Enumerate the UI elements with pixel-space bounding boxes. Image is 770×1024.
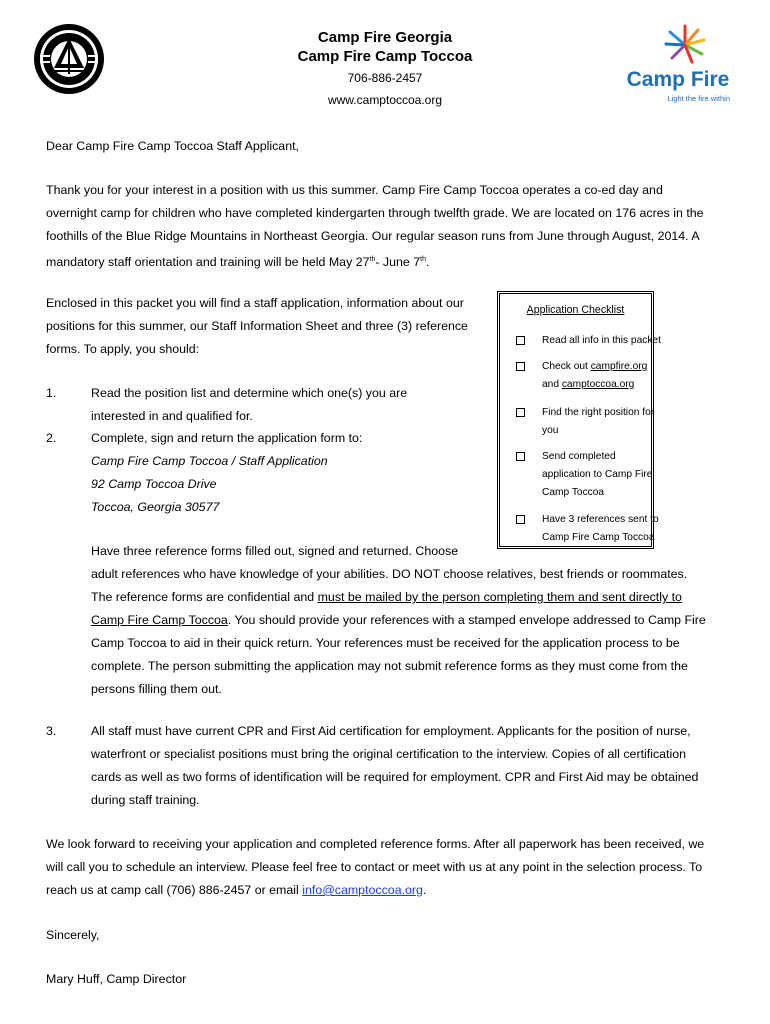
checklist-title: Application Checklist	[526, 304, 625, 316]
checkbox-icon[interactable]	[516, 515, 525, 524]
step-1-text: Read the position list and determine which one(s) you are interested in and qualified for.	[91, 386, 408, 423]
application-checklist: Application Checklist Read all info in this packet Check out campfire.org and camptoccoa.org Find the right position for you Send completed application to Camp Fire Camp Toccoa Have 3 references sent to Camp Fire Camp Toccoa	[497, 291, 654, 549]
step-3-text: All staff must have current CPR and First Aid certification for employment. Applicants for the position of nurse, waterfront or specialist positions must bring the original certification to the interview. Copies of all certification cards as well as two forms of identification will be required for employment. CPR and First Aid may be obtained during staff training.	[91, 724, 699, 807]
checkbox-icon[interactable]	[516, 362, 525, 371]
intro-paragraph: Thank you for your interest in a position with us this summer. Camp Fire Camp Toccoa operates a co-ed day and overnight camp for children who have completed kindergarten through twelfth grade. We are located on 176 acres in the foothills of the Blue Ridge Mountains in Northeast Georgia. Our regular season runs from June through August, 2014. A mandatory staff orientation and training will be held May 27th- June 7th.	[46, 183, 704, 270]
signature: Mary Huff, Camp Director	[46, 972, 187, 986]
campfire-link[interactable]: campfire.org	[590, 361, 648, 372]
step-2-text: Complete, sign and return the application form to: Camp Fire Camp Toccoa / Staff Application 92 Camp Toccoa Drive Toccoa, Georgia 30577	[91, 427, 491, 519]
packet-paragraph: Enclosed in this packet you will find a staff application, information about our positions for this summer, our Staff Information Sheet and three (3) reference forms. To apply, you should:	[46, 296, 468, 356]
camp-fire-tagline: Light the fire within	[667, 94, 730, 103]
sincerely: Sincerely,	[46, 928, 100, 942]
camp-fire-wordmark: Camp Fire	[626, 68, 730, 91]
salutation: Dear Camp Fire Camp Toccoa Staff Applicant,	[46, 139, 299, 153]
checkbox-icon[interactable]	[516, 452, 525, 461]
camp-toccoa-logo	[32, 22, 106, 96]
camptoccoa-link[interactable]: camptoccoa.org	[561, 379, 635, 390]
org-name-georgia: Camp Fire Georgia	[317, 29, 453, 46]
website: www.camptoccoa.org	[327, 93, 443, 107]
flame-burst-icon	[664, 24, 706, 66]
phone-number: 706-886-2457	[347, 71, 423, 85]
mailing-address-line-1: Camp Fire Camp Toccoa / Staff Application	[91, 454, 328, 468]
step-2-number: 2.	[46, 431, 57, 445]
references-paragraph: Have three reference forms filled out, signed and returned. Choose adult references who have knowledge of your abilities. DO NOT choose relatives, best friends or roommates. The reference forms are confidential and must be mailed by the person completing them and sent directly to Camp Fire Camp Toccoa. You should provide your references with a stamped envelope addressed to Camp Fire Camp Toccoa to aid in their quick return. Your references must be received for the application process to be complete. The person submitting the application may not submit reference forms as they must come from the persons filling them out.	[91, 544, 706, 696]
mailing-address-line-2: 92 Camp Toccoa Drive	[91, 477, 217, 491]
checkbox-icon[interactable]	[516, 336, 525, 345]
step-3-number: 3.	[46, 724, 57, 738]
camp-fire-logo	[626, 24, 730, 108]
email-link[interactable]: info@camptoccoa.org	[302, 883, 423, 897]
closing-paragraph: We look forward to receiving your application and completed reference forms. After all paperwork has been received, we will call you to schedule an interview. Please feel free to contact or meet with us at any point in the selection process. To reach us at camp call (706) 886-2457 or email info@camptoccoa.org.	[46, 837, 705, 897]
mailing-address-line-3: Toccoa, Georgia 30577	[91, 500, 220, 514]
org-name-camp-toccoa: Camp Fire Camp Toccoa	[297, 48, 473, 65]
step-1-number: 1.	[46, 386, 57, 400]
checkbox-icon[interactable]	[516, 408, 525, 417]
